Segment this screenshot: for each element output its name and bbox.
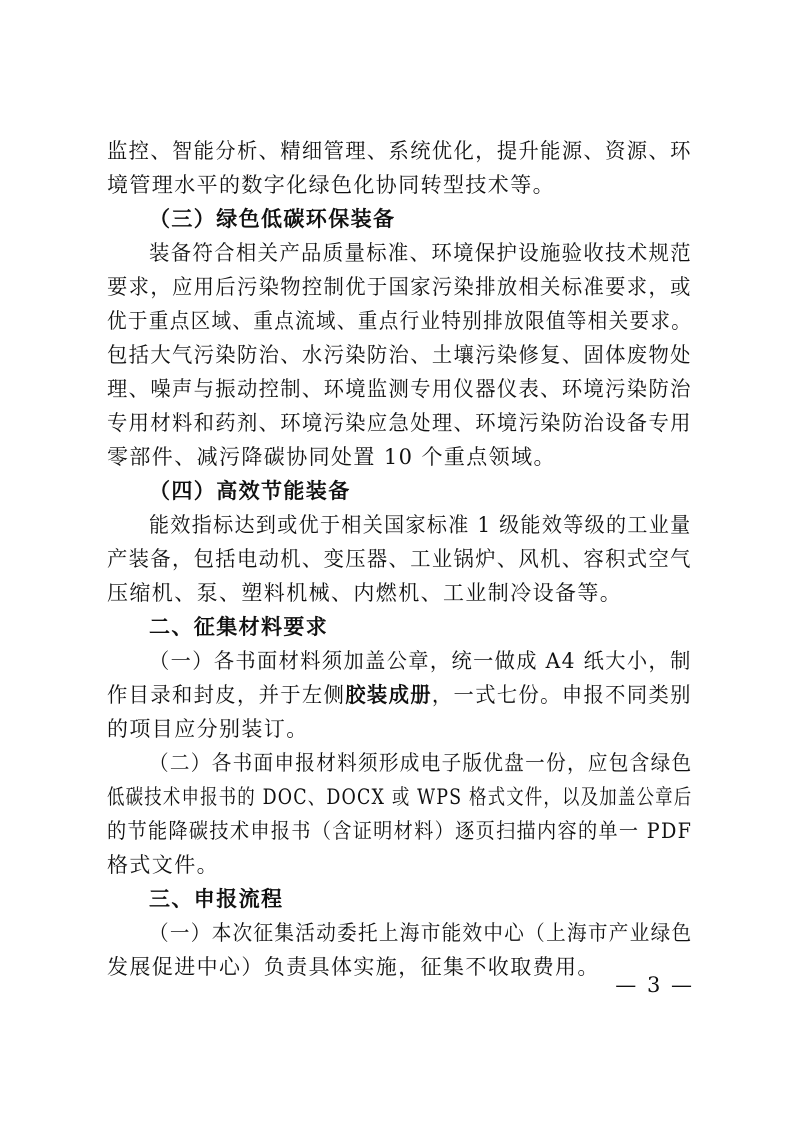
paragraph-line: 低碳技术申报书的 DOC、DOCX 或 WPS 格式文件，以及加盖公章后 (107, 785, 693, 809)
paragraph-line: 专用材料和药剂、环境污染应急处理、环境污染防治设备专用 (107, 411, 692, 435)
paragraph-line (149, 644, 692, 678)
subsection-heading: （四）高效节能装备 (149, 478, 351, 503)
paragraph-line: 装备符合相关产品质量标准、环境保护设施验收技术规范 (149, 241, 692, 265)
paragraph-line: 包括大气污染防治、水污染防治、土壤污染修复、固体废物处 (107, 343, 692, 367)
paragraph-line: （二）各书面申报材料须形成电子版优盘一份，应包含绿色 (149, 751, 693, 775)
subsection-heading: （三）绿色低碳环保装备 (149, 206, 396, 231)
paragraph-line: （一）本次征集活动委托上海市能效中心（上海市产业绿色 (149, 921, 693, 945)
page-number: — 3 — (615, 973, 694, 997)
bold-text-run: 胶装成册 (345, 682, 432, 707)
section-heading: 二、征集材料要求 (149, 615, 329, 639)
paragraph-line (107, 678, 692, 712)
paragraph-line: 能效指标达到或优于相关国家标准 1 级能效等级的工业量 (149, 513, 692, 537)
paragraph-line: 产装备，包括电动机、变压器、工业锅炉、风机、容积式空气 (107, 547, 692, 571)
section-heading: 三、申报流程 (149, 887, 284, 911)
paragraph-line: 的项目应分别装订。 (107, 717, 309, 741)
paragraph-line: 境管理水平的数字化绿色化协同转型技术等。 (107, 173, 555, 197)
paragraph-line: 压缩机、泵、塑料机械、内燃机、工业制冷设备等。 (107, 581, 623, 605)
paragraph-line: 发展促进中心）负责具体实施，征集不收取费用。 (107, 955, 600, 979)
paragraph-line: 格式文件。 (107, 853, 219, 877)
paragraph-line: 的节能降碳技术申报书（含证明材料）逐页扫描内容的单一 PDF (107, 819, 693, 843)
paragraph-line: 零部件、减污降碳协同处置 10 个重点领域。 (107, 445, 556, 469)
text-run: （一）各书面材料须加盖公章，统一做成 A4 纸大小，制 (149, 649, 692, 673)
paragraph-line: 优于重点区域、重点流域、重点行业特别排放限值等相关要求。 (107, 309, 693, 333)
paragraph-line: 要求，应用后污染物控制优于国家污染排放相关标准要求，或 (107, 275, 692, 299)
text-run: ，一式七份。申报不同类别 (431, 683, 692, 707)
text-run: 作目录和封皮，并于左侧 (107, 683, 346, 707)
paragraph-line: 监控、智能分析、精细管理、系统优化，提升能源、资源、环 (107, 139, 692, 163)
paragraph-line: 理、噪声与振动控制、环境监测专用仪器仪表、环境污染防治 (107, 377, 692, 401)
